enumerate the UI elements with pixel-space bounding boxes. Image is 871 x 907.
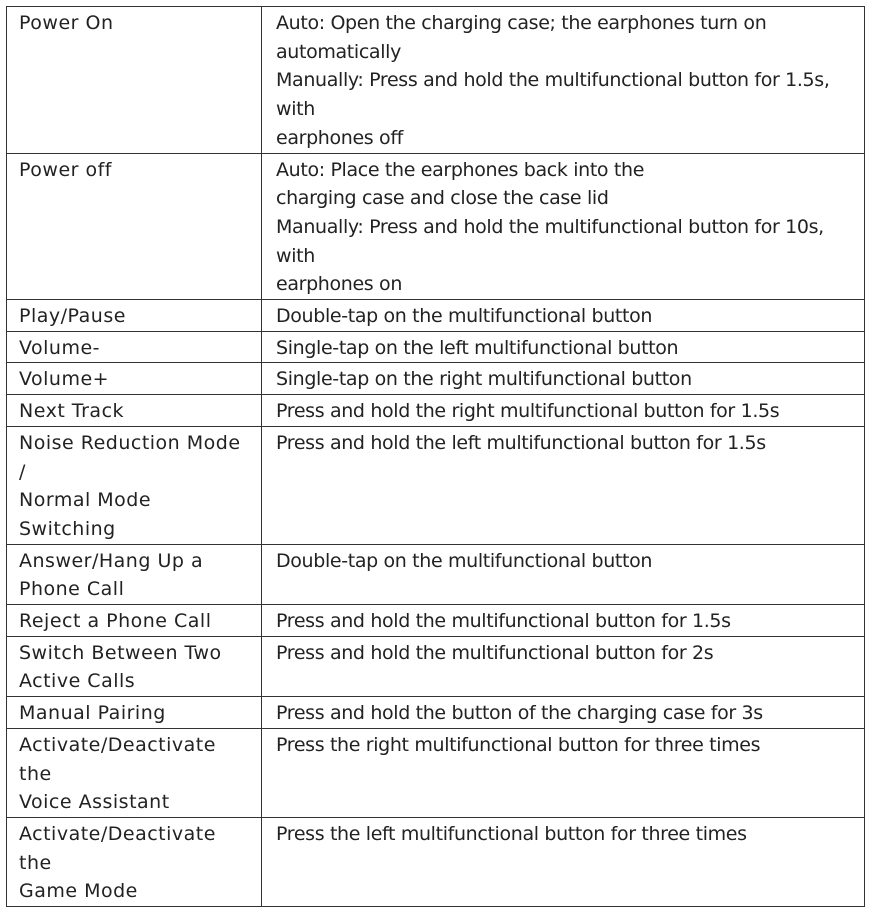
action-cell [7,300,262,332]
action-text-line: Power off [19,158,112,181]
operation-text-line: Double-tap on the multifunctional button [276,549,653,572]
action-text-line: Phone Call [19,578,125,601]
table-row [7,395,865,427]
action-cell [7,426,262,544]
operation-cell [262,605,865,637]
action-text-line: Normal Mode Switching [19,489,152,540]
action-text-line: Switch Between Two [19,641,222,664]
operation-text-line: Single-tap on the right multifunctional button [276,368,692,391]
action-text-line: Voice Assistant [19,791,170,814]
table-row [7,331,865,363]
action-text-line: Game Mode [19,880,138,903]
action-text-line: Play/Pause [19,305,126,328]
operation-text-line: Press and hold the button of the charging case for 3s [276,702,763,725]
operation-text-line: Auto: Open the charging case; the earphones turn on [276,12,767,34]
action-cell [7,605,262,637]
table-row [7,363,865,395]
operation-cell [262,7,865,154]
action-text-line: Manual Pairing [19,702,166,725]
table-row [7,636,865,696]
action-cell [7,363,262,395]
operation-text-line: earphones on [276,273,403,296]
earphone-controls-table [6,6,865,907]
operation-cell [262,697,865,729]
action-text-line: Answer/Hang Up a [19,549,204,572]
operation-cell [262,817,865,906]
operation-text-line: Single-tap on the left multifunctional button [276,336,679,359]
action-text-line: Volume+ [19,368,110,391]
action-text-line: Next Track [19,400,125,423]
table-row [7,605,865,637]
operation-text-line: Manually: Press and hold the multifunctional button for 10s, with [276,215,824,267]
operation-text-line: Double-tap on the multifunctional button [276,305,653,328]
action-text-line: Active Calls [19,670,136,693]
action-cell [7,817,262,906]
operation-cell [262,728,865,817]
table-row [7,544,865,604]
operation-text-line: Manually: Press and hold the multifunctional button for 1.5s, with [276,69,830,121]
operation-text-line: Press the right multifunctional button for three times [276,733,761,756]
operation-cell [262,636,865,696]
operation-cell [262,363,865,395]
operation-cell [262,153,865,300]
operation-cell [262,395,865,427]
table-row [7,426,865,544]
operation-text-line: Press and hold the multifunctional button for 1.5s [276,610,731,633]
table-row [7,817,865,906]
operation-text-line: Press and hold the right multifunctional button for 1.5s [276,400,780,423]
action-text-line: Noise Reduction Mode / [19,431,241,483]
operation-cell [262,544,865,604]
action-cell [7,153,262,300]
action-text-line: Power On [19,12,114,34]
operation-cell [262,331,865,363]
action-text-line: Reject a Phone Call [19,610,212,633]
action-cell [7,7,262,154]
action-cell [7,395,262,427]
table-row [7,153,865,300]
table-body [7,7,865,907]
operation-text-line: Press and hold the multifunctional button for 2s [276,641,714,664]
operation-text-line: Press and hold the left multifunctional button for 1.5s [276,431,766,454]
action-text-line: Activate/Deactivate the [19,822,216,874]
operation-text-line: charging case and close the case lid [276,187,609,210]
operation-text-line: earphones off [276,126,403,149]
table-row [7,300,865,332]
action-text-line: Volume- [19,336,101,359]
operation-text-line: Auto: Place the earphones back into the [276,158,645,181]
operation-text-line: Press the left multifunctional button for three times [276,822,747,845]
action-text-line: Activate/Deactivate the [19,733,216,785]
action-cell [7,331,262,363]
action-cell [7,697,262,729]
action-cell [7,636,262,696]
table-row [7,697,865,729]
action-cell [7,728,262,817]
operation-cell [262,426,865,544]
operation-cell [262,300,865,332]
table-row [7,728,865,817]
action-cell [7,544,262,604]
table-row [7,7,865,154]
operation-text-line: automatically [276,40,401,63]
